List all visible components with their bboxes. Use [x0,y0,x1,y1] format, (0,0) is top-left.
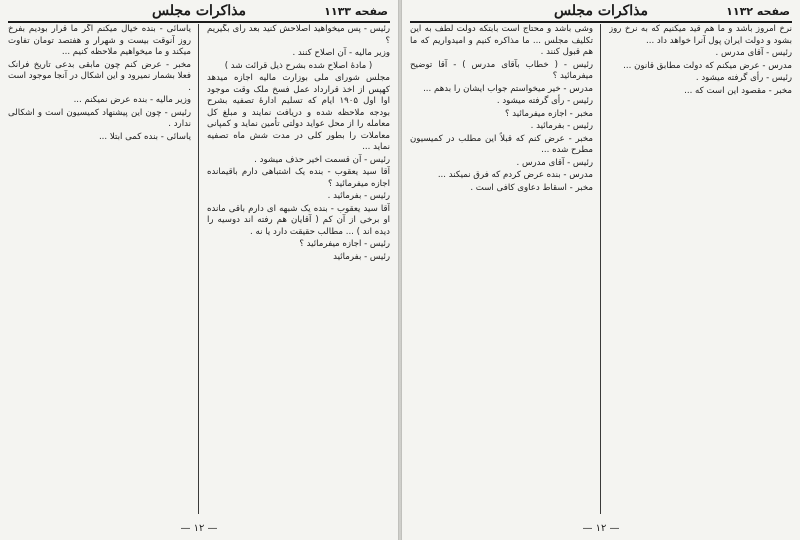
left-page [0,0,398,540]
paragraph: مخبر - اجازه میفرمائید ؟ [504,108,593,119]
paragraph: نرخ امروز باشد و ما هم قید میکنیم که به نرخ روز بشود و دولت ایران پول آنرا خواهد داد ... [609,24,792,46]
paragraph: مدرس - خیر میخواستم جواب ایشان را بدهم ... [423,83,593,94]
header-rule [8,21,390,23]
paragraph: مخبر - مقصود این است که ... [684,85,792,96]
page-number-label: صفحه ۱۱۳۲ [726,5,790,18]
page-title: مذاکرات مجلس [553,3,649,19]
paragraph: رئیس - بفرمائید [333,251,390,262]
paragraph: رئیس - اجازه میفرمائید ؟ [299,239,390,249]
right-page [402,0,800,540]
right-page-column-right [609,24,792,514]
column-divider [198,24,199,514]
paragraph: وزیر مالیه - آن اصلاح کنند . [292,48,390,58]
paragraph: مخبر - عرض کنم که قبلاً این مطلب در کمیسیون مطرح شده ... [410,133,593,155]
paragraph: یاسائی - بنده خیال میکنم اگر ما قرار بودیم بفرخ روز آنوقت بیست و شهرار و هفتصد تومان تفاوت میکند و ما میخواهیم ملاحظه کنیم ... [8,24,191,57]
paragraph: مخبر - اسقاط دعاوی کافی است . [470,182,593,193]
page-footer: — ۱۲ — [582,523,620,534]
paragraph: رئیس - چون این پیشنهاد کمیسیون است و اشکالی ندارد . [8,107,191,129]
paragraph: رئیس - بفرمائید . [530,121,593,131]
paragraph: رئیس - آقای مدرس . [516,157,593,168]
paragraph: مجلس شورای ملی بوزارت مالیه اجازه میدهد کهپس از اخذ قرارداد عمل فسخ ملک وقت موجود اوا اول ۱۹۰۵ ایام که تسلیم ادارهٔ تصفیه بشرح بودجه ملاحظه شده و دریافت نمایند و مبلغ کل معامله را از محل عواید دولتی تأمین نماید و کمپانی معاملات را بطور کلی در مدت شش ماه تصفیه نماید ... [207,73,390,152]
paragraph: مخبر - عرض کنم چون مابقی بدعی تاریخ فرانک فعلا بشمار نمیرود و این اشکال در آنجا موجود است . [8,59,191,93]
paragraph: یاسائی - بنده کمی ابتلا ... [98,131,191,142]
page-title: مذاکرات مجلس [151,3,247,19]
right-page-column-left [410,24,593,514]
paragraph: آقا سید یعقوب - بنده یک اشتباهی دارم باقیمانده اجازه میفرمائید ؟ [207,167,390,189]
right-page-header [410,3,792,20]
column-divider [600,24,601,514]
paragraph: رئیس - پس میخواهید اصلاحش کنید بعد رأی بگیریم ؟ [207,24,390,46]
paragraph: مدرس - عرض میکنم که دولت مطابق قانون ... [623,60,792,71]
page-number-label: صفحه ۱۱۳۳ [324,5,388,18]
left-page-header [8,3,390,20]
paragraph: وشی باشد و محتاج است بابتکه دولت لطف به این تکلیف مجلس ... ما مذاکره کنیم و امیدواریم که ما هم قبول کنند . [410,24,593,57]
paragraph: وزیر مالیه - بنده عرض نمیکنم ... [73,95,191,105]
left-page-column-left [8,24,191,514]
page-footer: — ۱۲ — [180,523,218,534]
paragraph: رئیس - آقای مدرس . [715,48,792,58]
left-page-column-right [207,24,390,514]
header-rule [410,21,792,23]
paragraph: آقا سید یعقوب - بنده یک شبهه ای دارم باقی مانده او برخی از آن کم ( آقایان هم رفته اند دوسیه را دیده اند ) ... مطالب حقیقت دارد یا نه . [207,203,390,237]
paragraph: مدرس - بنده عرض کردم که فرق نمیکند ... [437,170,593,180]
paragraph: رئیس - بفرمائید . [327,191,390,201]
paragraph: رئیس - رأی گرفته میشود . [496,96,593,106]
paragraph: رئیس - آن قسمت اخیر حذف میشود . [254,154,390,165]
paragraph: رئیس - ( خطاب بآقای مدرس ) - آقا توضیح میفرمائید ؟ [410,59,593,81]
paragraph: ( مادهٔ اصلاح شده بشرح ذیل قرائت شد ) [224,60,373,71]
paragraph: رئیس - رأی گرفته میشود . [695,73,792,83]
